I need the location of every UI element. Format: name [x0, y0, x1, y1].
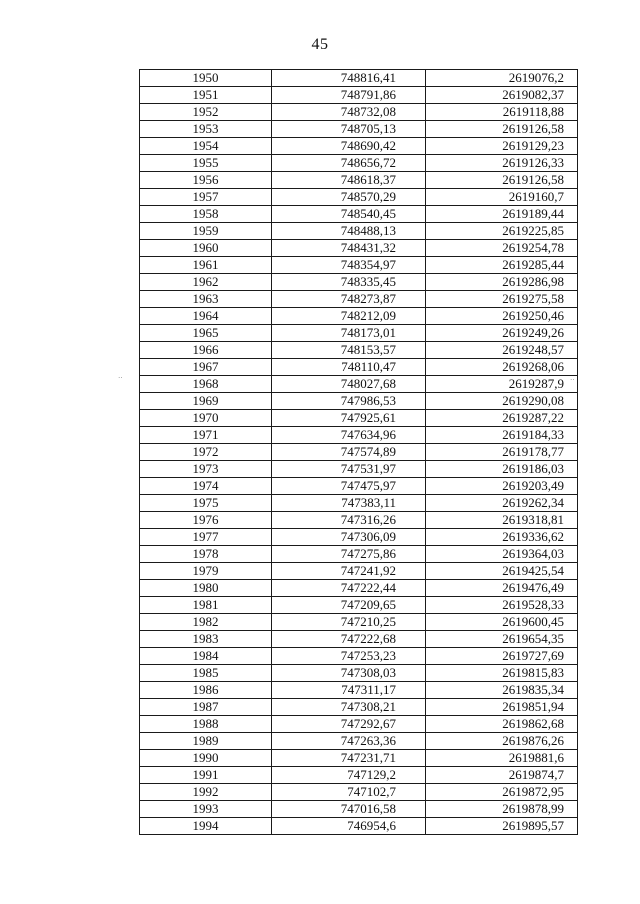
y-coordinate-cell: 2619186,03: [426, 461, 578, 478]
y-coordinate-cell: 2619425,54: [426, 563, 578, 580]
x-coordinate-cell: 748212,09: [272, 308, 426, 325]
y-coordinate-cell: 2619654,35: [426, 631, 578, 648]
y-coordinate-cell: 2619881,6: [426, 750, 578, 767]
x-coordinate-cell: 747102,7: [272, 784, 426, 801]
table-row: [140, 563, 578, 580]
y-coordinate-cell: 2619250,46: [426, 308, 578, 325]
point-number-cell: 1980: [140, 580, 272, 597]
y-coordinate-cell: 2619225,85: [426, 223, 578, 240]
x-coordinate-cell: 748705,13: [272, 121, 426, 138]
table-row: [140, 138, 578, 155]
x-coordinate-cell: 748153,57: [272, 342, 426, 359]
point-number-cell: 1991: [140, 767, 272, 784]
x-coordinate-cell: 747222,68: [272, 631, 426, 648]
table-row: [140, 172, 578, 189]
scan-speck-left: ··: [118, 374, 123, 382]
table-row: [140, 393, 578, 410]
x-coordinate-cell: 748732,08: [272, 104, 426, 121]
table-row: [140, 767, 578, 784]
point-number-cell: 1950: [140, 70, 272, 87]
point-number-cell: 1956: [140, 172, 272, 189]
x-coordinate-cell: 748431,32: [272, 240, 426, 257]
x-coordinate-cell: 748791,86: [272, 87, 426, 104]
x-coordinate-cell: 747308,21: [272, 699, 426, 716]
x-coordinate-cell: 748656,72: [272, 155, 426, 172]
x-coordinate-cell: 748173,01: [272, 325, 426, 342]
table-row: [140, 87, 578, 104]
table-row: [140, 155, 578, 172]
y-coordinate-cell: 2619082,37: [426, 87, 578, 104]
point-number-cell: 1960: [140, 240, 272, 257]
point-number-cell: 1957: [140, 189, 272, 206]
point-number-cell: 1986: [140, 682, 272, 699]
table-row: [140, 308, 578, 325]
table-row: [140, 495, 578, 512]
table-row: [140, 750, 578, 767]
table-row: [140, 325, 578, 342]
point-number-cell: 1982: [140, 614, 272, 631]
point-number-cell: 1990: [140, 750, 272, 767]
y-coordinate-cell: 2619268,06: [426, 359, 578, 376]
table-row: [140, 699, 578, 716]
y-coordinate-cell: 2619290,08: [426, 393, 578, 410]
table-row: [140, 359, 578, 376]
x-coordinate-cell: 748690,42: [272, 138, 426, 155]
y-coordinate-cell: 2619851,94: [426, 699, 578, 716]
y-coordinate-cell: 2619835,34: [426, 682, 578, 699]
table-row: [140, 291, 578, 308]
x-coordinate-cell: 747253,23: [272, 648, 426, 665]
x-coordinate-cell: 747986,53: [272, 393, 426, 410]
table-row: [140, 206, 578, 223]
x-coordinate-cell: 747383,11: [272, 495, 426, 512]
point-number-cell: 1975: [140, 495, 272, 512]
table-row: [140, 801, 578, 818]
point-number-cell: 1961: [140, 257, 272, 274]
x-coordinate-cell: 747231,71: [272, 750, 426, 767]
point-number-cell: 1984: [140, 648, 272, 665]
point-number-cell: 1952: [140, 104, 272, 121]
point-number-cell: 1954: [140, 138, 272, 155]
point-number-cell: 1968: [140, 376, 272, 393]
y-coordinate-cell: 2619878,99: [426, 801, 578, 818]
point-number-cell: 1983: [140, 631, 272, 648]
table-row: [140, 274, 578, 291]
y-coordinate-cell: 2619876,26: [426, 733, 578, 750]
y-coordinate-cell: 2619727,69: [426, 648, 578, 665]
y-coordinate-cell: 2619275,58: [426, 291, 578, 308]
y-coordinate-cell: 2619126,33: [426, 155, 578, 172]
x-coordinate-cell: 748110,47: [272, 359, 426, 376]
x-coordinate-cell: 748570,29: [272, 189, 426, 206]
x-coordinate-cell: 747292,67: [272, 716, 426, 733]
table-row: [140, 444, 578, 461]
table-row: [140, 665, 578, 682]
table-row: [140, 257, 578, 274]
y-coordinate-cell: 2619364,03: [426, 546, 578, 563]
point-number-cell: 1953: [140, 121, 272, 138]
point-number-cell: 1965: [140, 325, 272, 342]
x-coordinate-cell: 747263,36: [272, 733, 426, 750]
point-number-cell: 1979: [140, 563, 272, 580]
y-coordinate-cell: 2619126,58: [426, 172, 578, 189]
point-number-cell: 1974: [140, 478, 272, 495]
point-number-cell: 1977: [140, 529, 272, 546]
y-coordinate-cell: 2619189,44: [426, 206, 578, 223]
y-coordinate-cell: 2619872,95: [426, 784, 578, 801]
table-row: [140, 648, 578, 665]
x-coordinate-cell: 747308,03: [272, 665, 426, 682]
coordinates-table: [139, 69, 578, 835]
x-coordinate-cell: 747210,25: [272, 614, 426, 631]
y-coordinate-cell: 2619262,34: [426, 495, 578, 512]
y-coordinate-cell: 2619203,49: [426, 478, 578, 495]
x-coordinate-cell: 747574,89: [272, 444, 426, 461]
point-number-cell: 1967: [140, 359, 272, 376]
table-row: [140, 376, 578, 393]
table-row: [140, 240, 578, 257]
y-coordinate-cell: 2619129,23: [426, 138, 578, 155]
x-coordinate-cell: 748540,45: [272, 206, 426, 223]
table-row: [140, 189, 578, 206]
table-row: [140, 461, 578, 478]
x-coordinate-cell: 747316,26: [272, 512, 426, 529]
y-coordinate-cell: 2619287,9: [426, 376, 578, 393]
point-number-cell: 1970: [140, 410, 272, 427]
table-row: [140, 342, 578, 359]
table-row: [140, 529, 578, 546]
y-coordinate-cell: 2619126,58: [426, 121, 578, 138]
table-row: [140, 733, 578, 750]
x-coordinate-cell: 747531,97: [272, 461, 426, 478]
y-coordinate-cell: 2619076,2: [426, 70, 578, 87]
table-row: [140, 104, 578, 121]
x-coordinate-cell: 747241,92: [272, 563, 426, 580]
table-row: [140, 478, 578, 495]
x-coordinate-cell: 748816,41: [272, 70, 426, 87]
point-number-cell: 1959: [140, 223, 272, 240]
table-row: [140, 784, 578, 801]
page-number: 45: [311, 36, 329, 53]
point-number-cell: 1951: [140, 87, 272, 104]
y-coordinate-cell: 2619160,7: [426, 189, 578, 206]
y-coordinate-cell: 2619248,57: [426, 342, 578, 359]
table-row: [140, 546, 578, 563]
x-coordinate-cell: 747222,44: [272, 580, 426, 597]
y-coordinate-cell: 2619476,49: [426, 580, 578, 597]
point-number-cell: 1958: [140, 206, 272, 223]
point-number-cell: 1981: [140, 597, 272, 614]
coordinates-table-body: [140, 70, 578, 835]
y-coordinate-cell: 2619178,77: [426, 444, 578, 461]
table-row: [140, 427, 578, 444]
x-coordinate-cell: 748488,13: [272, 223, 426, 240]
point-number-cell: 1988: [140, 716, 272, 733]
point-number-cell: 1987: [140, 699, 272, 716]
table-row: [140, 580, 578, 597]
y-coordinate-cell: 2619336,62: [426, 529, 578, 546]
y-coordinate-cell: 2619249,26: [426, 325, 578, 342]
y-coordinate-cell: 2619287,22: [426, 410, 578, 427]
point-number-cell: 1973: [140, 461, 272, 478]
point-number-cell: 1963: [140, 291, 272, 308]
y-coordinate-cell: 2619874,7: [426, 767, 578, 784]
table-row: [140, 512, 578, 529]
point-number-cell: 1972: [140, 444, 272, 461]
table-row: [140, 682, 578, 699]
y-coordinate-cell: 2619895,57: [426, 818, 578, 835]
point-number-cell: 1993: [140, 801, 272, 818]
y-coordinate-cell: 2619600,45: [426, 614, 578, 631]
x-coordinate-cell: 747475,97: [272, 478, 426, 495]
point-number-cell: 1976: [140, 512, 272, 529]
point-number-cell: 1992: [140, 784, 272, 801]
x-coordinate-cell: 747016,58: [272, 801, 426, 818]
table-row: [140, 410, 578, 427]
table-row: [140, 631, 578, 648]
table-row: [140, 818, 578, 835]
x-coordinate-cell: 748273,87: [272, 291, 426, 308]
x-coordinate-cell: 747925,61: [272, 410, 426, 427]
point-number-cell: 1969: [140, 393, 272, 410]
point-number-cell: 1994: [140, 818, 272, 835]
table-row: [140, 716, 578, 733]
scan-speck-right: ··: [570, 376, 575, 384]
x-coordinate-cell: 747306,09: [272, 529, 426, 546]
x-coordinate-cell: 747129,2: [272, 767, 426, 784]
x-coordinate-cell: 746954,6: [272, 818, 426, 835]
table-row: [140, 121, 578, 138]
x-coordinate-cell: 747311,17: [272, 682, 426, 699]
y-coordinate-cell: 2619254,78: [426, 240, 578, 257]
y-coordinate-cell: 2619815,83: [426, 665, 578, 682]
point-number-cell: 1978: [140, 546, 272, 563]
y-coordinate-cell: 2619862,68: [426, 716, 578, 733]
point-number-cell: 1962: [140, 274, 272, 291]
point-number-cell: 1964: [140, 308, 272, 325]
table-row: [140, 597, 578, 614]
table-row: [140, 70, 578, 87]
table-row: [140, 223, 578, 240]
point-number-cell: 1985: [140, 665, 272, 682]
point-number-cell: 1955: [140, 155, 272, 172]
x-coordinate-cell: 747275,86: [272, 546, 426, 563]
x-coordinate-cell: 748618,37: [272, 172, 426, 189]
x-coordinate-cell: 747634,96: [272, 427, 426, 444]
table-row: [140, 614, 578, 631]
y-coordinate-cell: 2619528,33: [426, 597, 578, 614]
y-coordinate-cell: 2619285,44: [426, 257, 578, 274]
x-coordinate-cell: 748027,68: [272, 376, 426, 393]
point-number-cell: 1966: [140, 342, 272, 359]
x-coordinate-cell: 748335,45: [272, 274, 426, 291]
y-coordinate-cell: 2619318,81: [426, 512, 578, 529]
x-coordinate-cell: 748354,97: [272, 257, 426, 274]
x-coordinate-cell: 747209,65: [272, 597, 426, 614]
point-number-cell: 1971: [140, 427, 272, 444]
y-coordinate-cell: 2619118,88: [426, 104, 578, 121]
y-coordinate-cell: 2619184,33: [426, 427, 578, 444]
point-number-cell: 1989: [140, 733, 272, 750]
y-coordinate-cell: 2619286,98: [426, 274, 578, 291]
